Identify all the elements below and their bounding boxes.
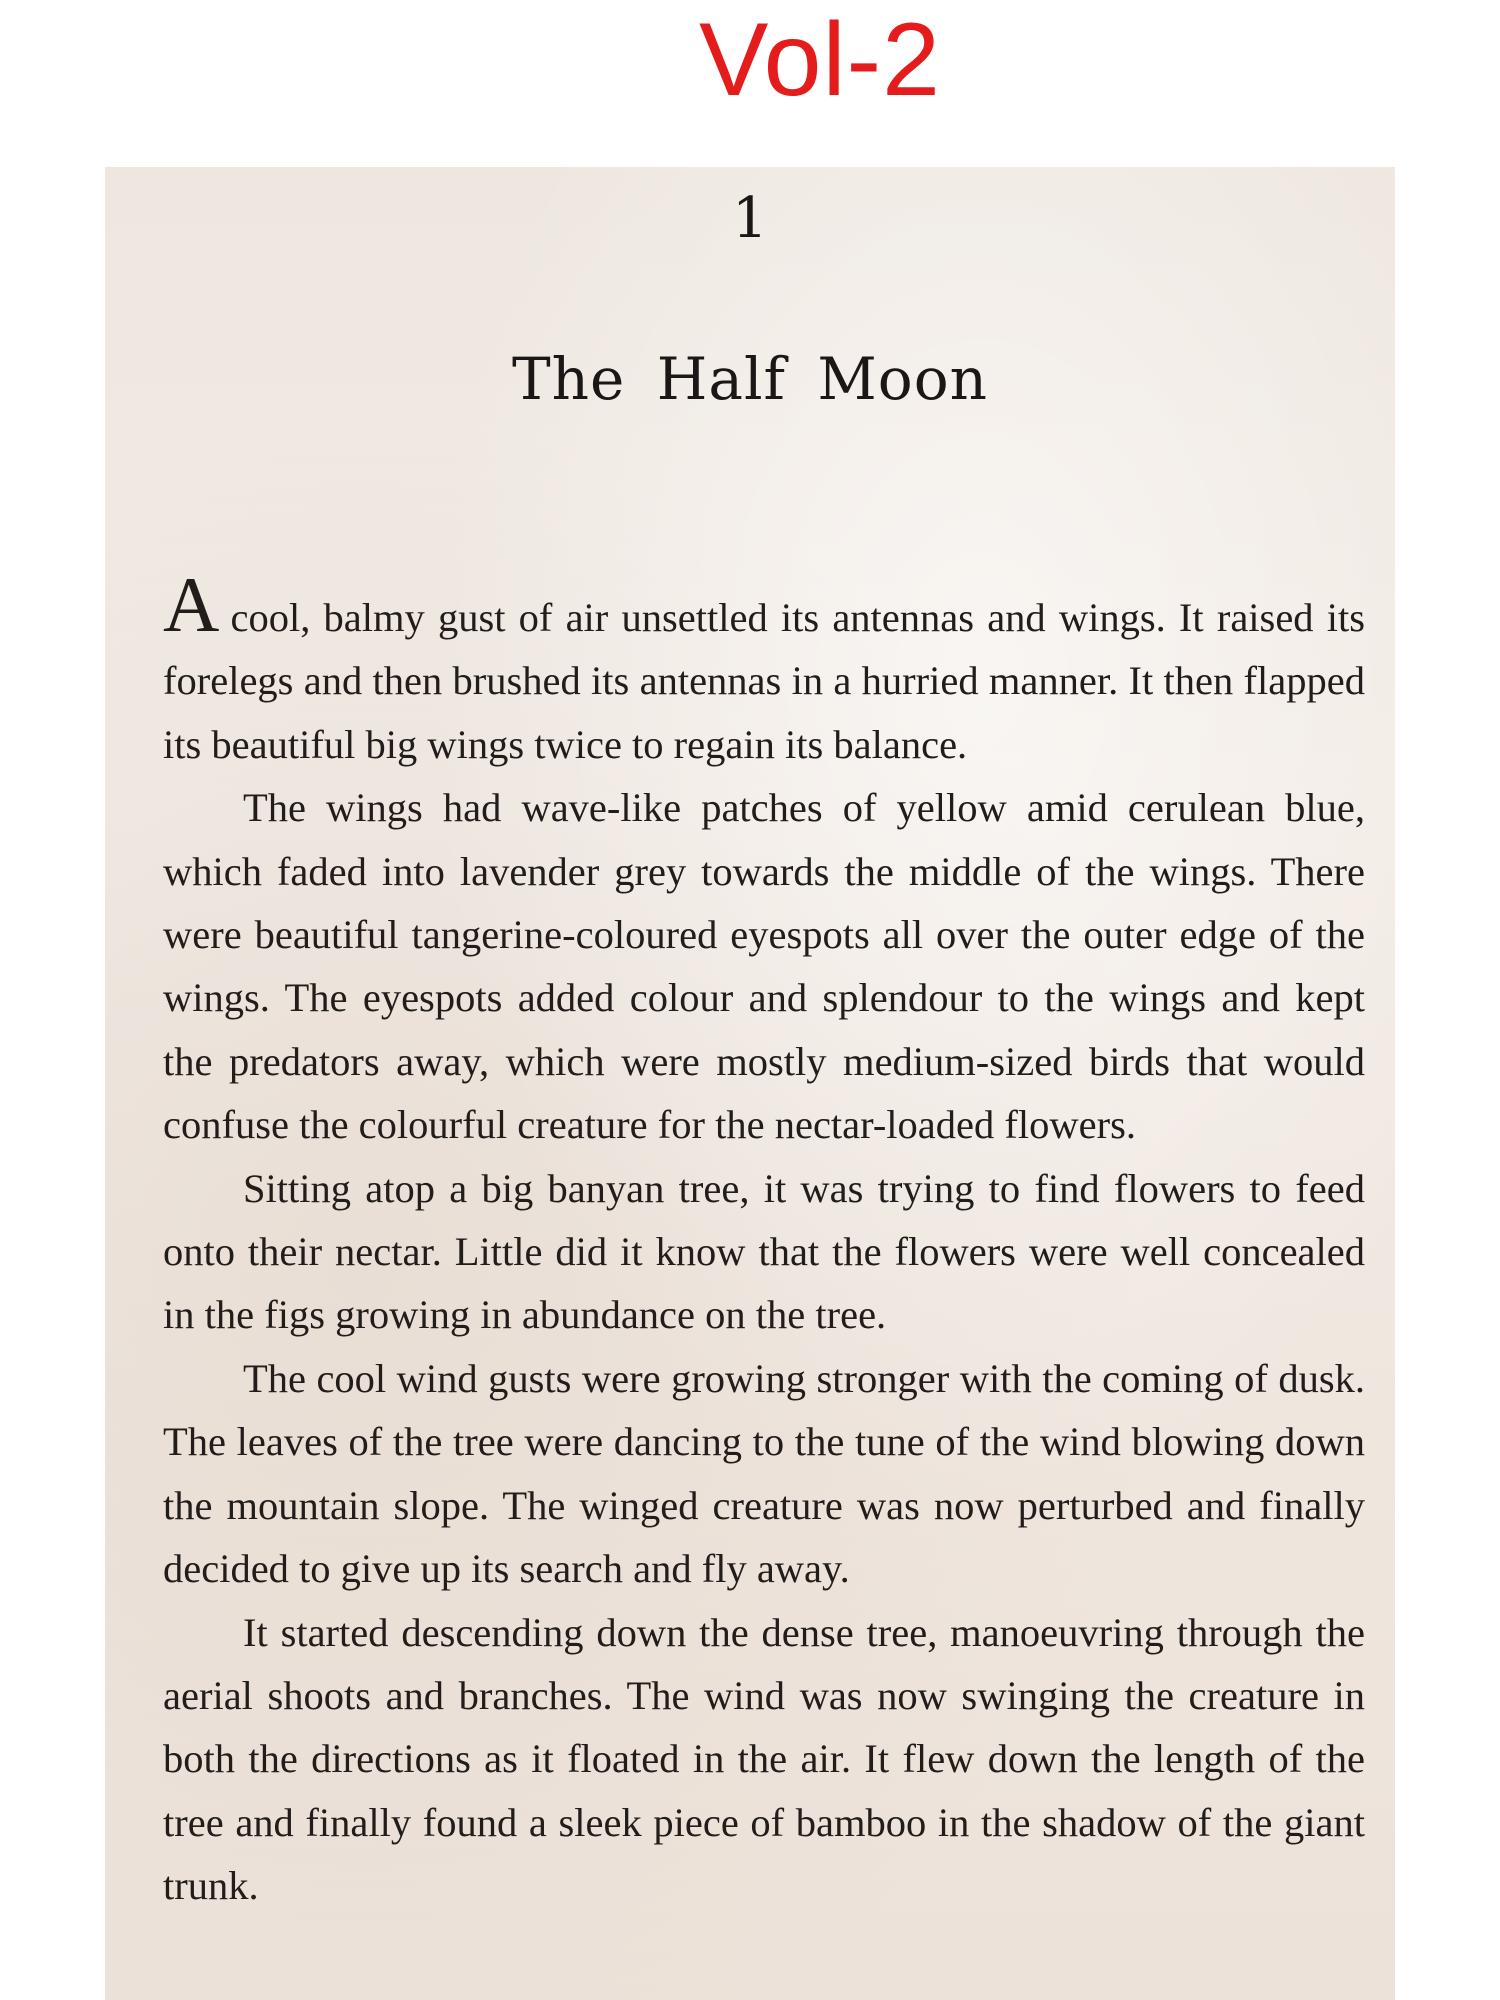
chapter-number: 1 xyxy=(732,186,768,251)
paragraph-1-text: cool, balmy gust of air unsettled its antennas and wings. It raised its forelegs and then brushed its antennas in a hurried manner. It then flapped its beautiful big wings twice to regain its balance. xyxy=(163,595,1365,767)
chapter-title: The Half Moon xyxy=(512,345,988,413)
paragraph-4: The cool wind gusts were growing stronger with the coming of dusk. The leaves of the tree were dancing to the tune of the wind blowing down the mountain slope. The winged creature was now perturbed and finally decided to give up its search and fly away. xyxy=(163,1355,1365,1592)
volume-label: Vol-2 xyxy=(698,2,942,118)
book-page xyxy=(105,167,1395,2000)
paragraph-5: It started descending down the dense tree, manoeuvring through the aerial shoots and branches. The wind was now swinging the creature in both the directions as it floated in the air. It flew down the length of the tree and finally found a sleek piece of bamboo in the shadow of the giant trunk. xyxy=(163,1609,1365,1909)
paragraph-1 xyxy=(163,561,1365,776)
chapter-body xyxy=(163,561,1365,1918)
drop-cap: A xyxy=(163,561,218,648)
paragraph-3: Sitting atop a big banyan tree, it was trying to find flowers to feed onto their nectar. Little did it know that the flowers were well concealed in the figs growing in abundance on the tree. xyxy=(163,1165,1365,1338)
paragraph-2: The wings had wave-like patches of yellow amid cerulean blue, which faded into lavender grey towards the middle of the wings. There were beautiful tangerine-coloured eyespots all over the outer edge of the wings. The eyespots added colour and splendour to the wings and kept the predators away, which were mostly medium-sized birds that would confuse the colourful creature for the nectar-loaded flowers. xyxy=(163,785,1365,1148)
